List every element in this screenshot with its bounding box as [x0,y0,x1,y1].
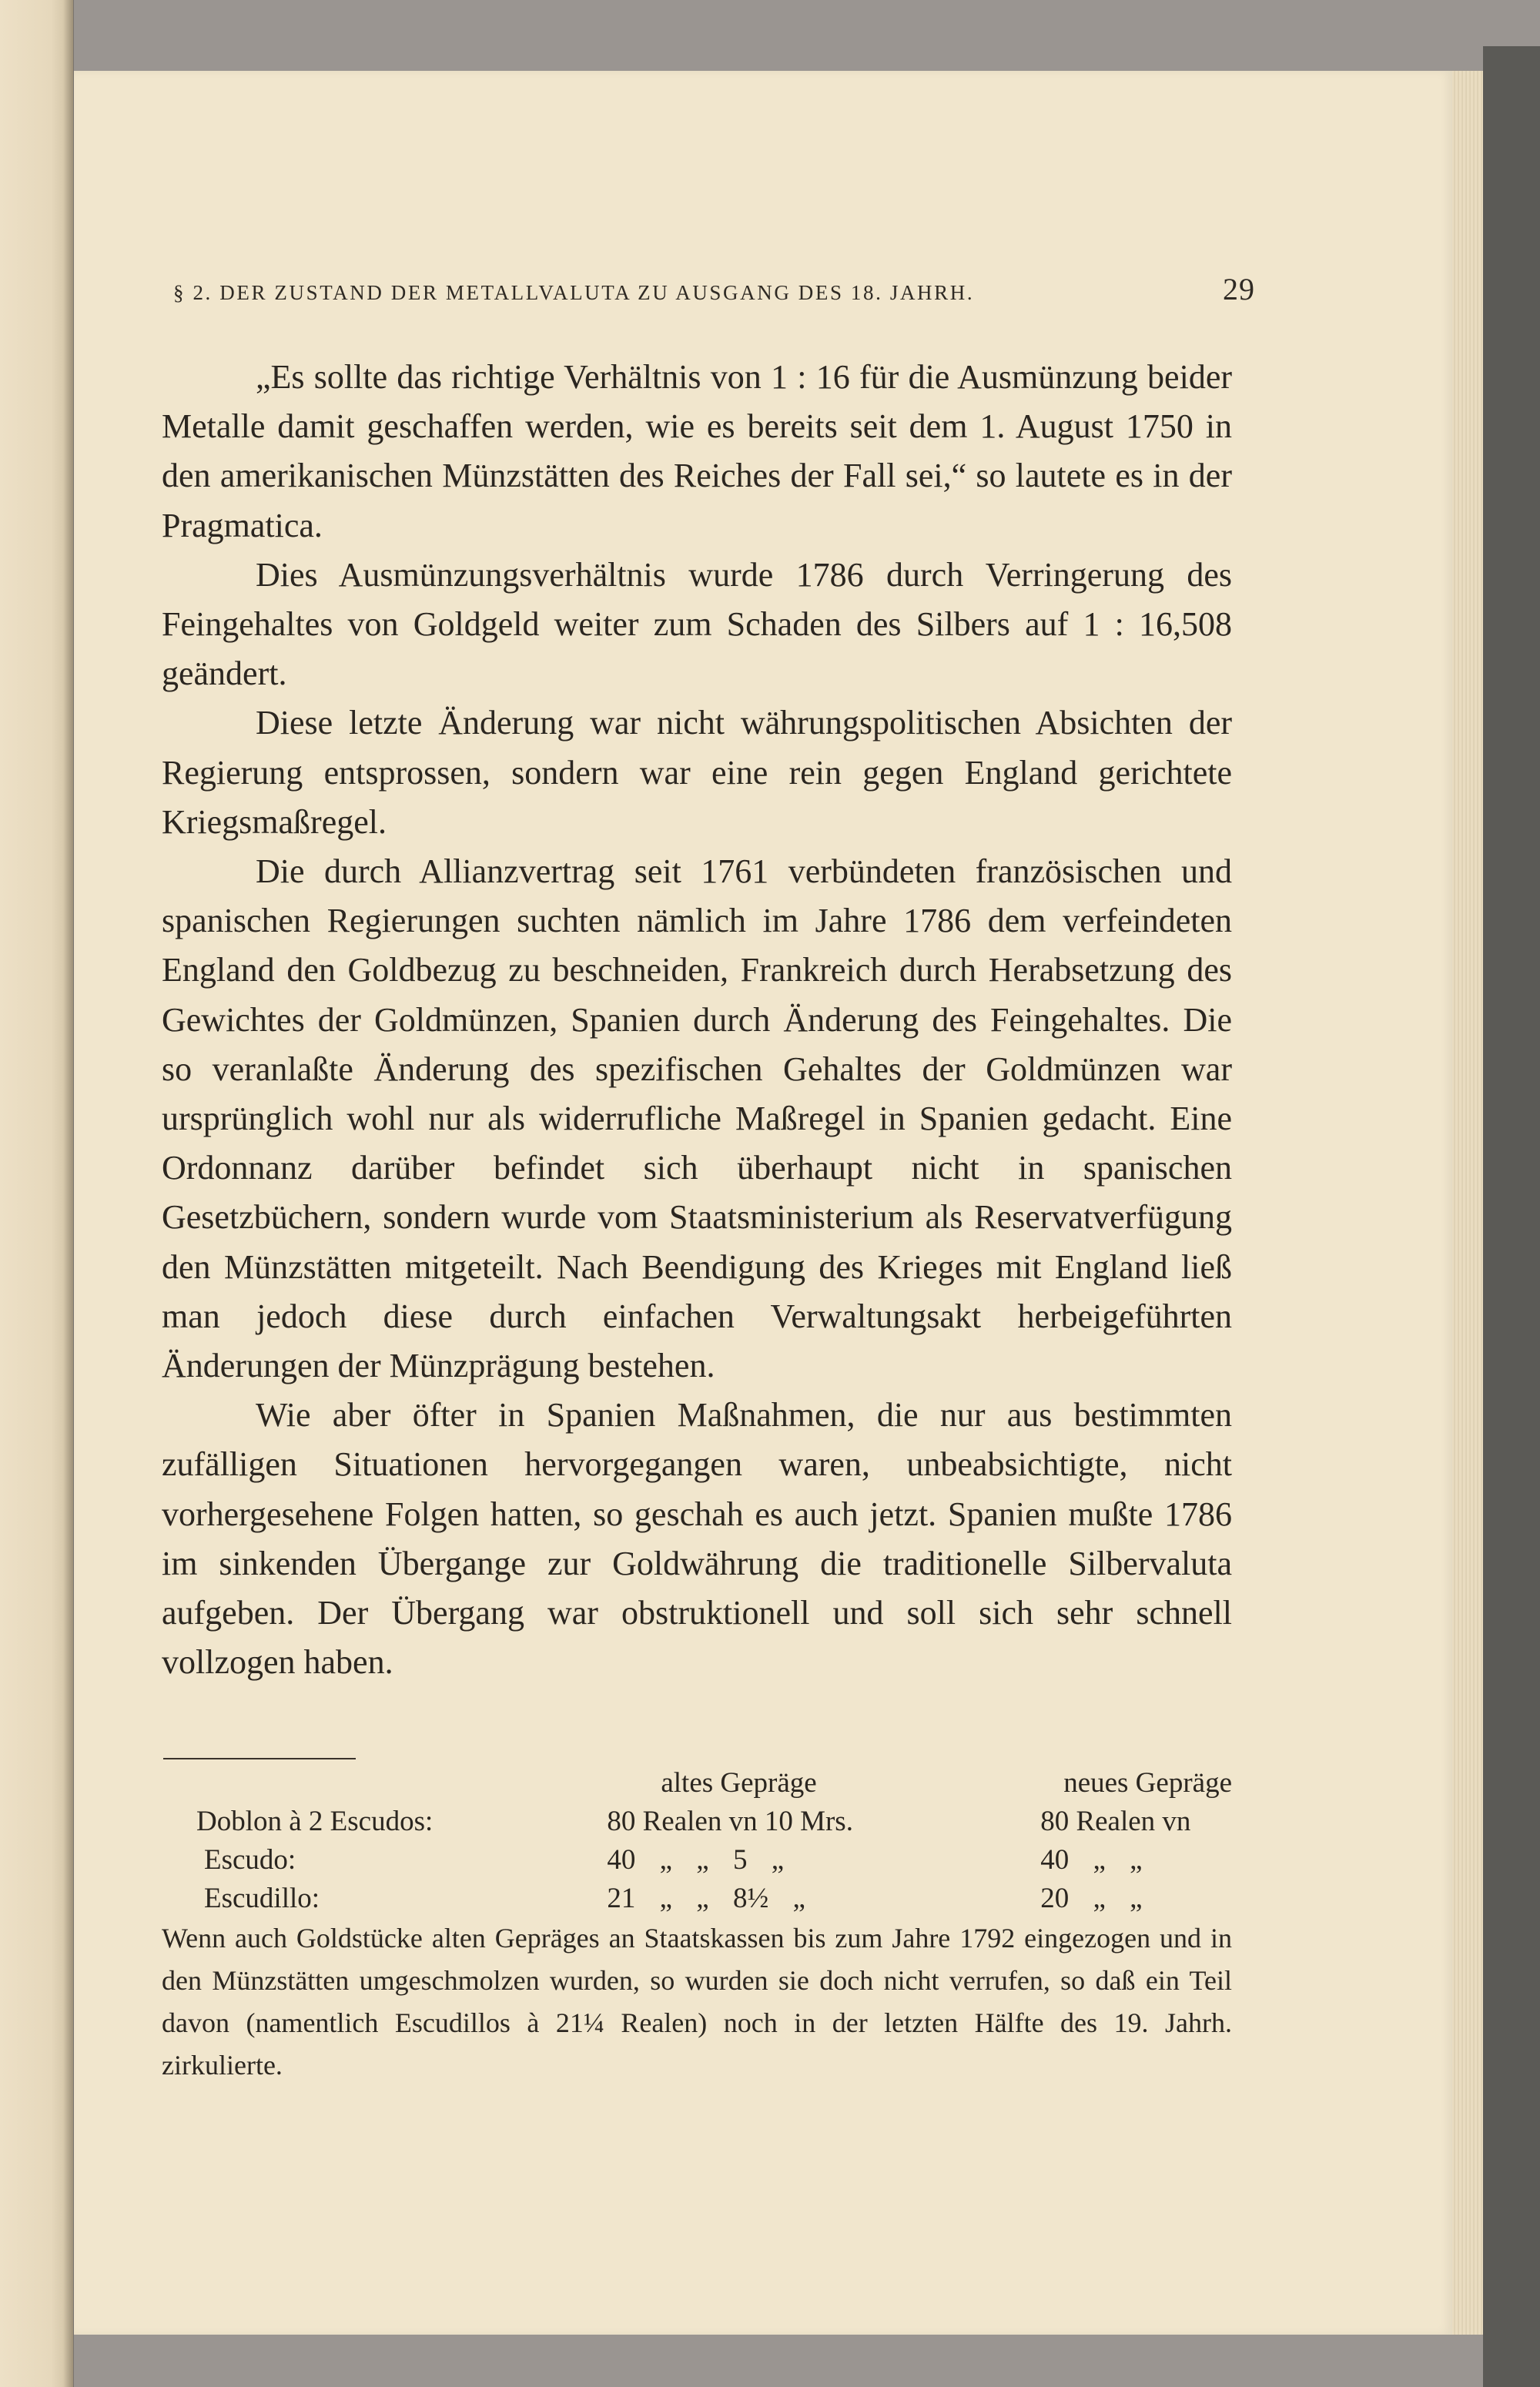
new-value: 20 „ „ [1040,1882,1143,1914]
table-header-row [162,1763,1232,1802]
paragraph: Dies Ausmünzungsverhältnis wurde 1786 durch Verringerung des Feingehaltes von Goldgeld weiter zum Schaden des Silbers auf 1 : 16,508 geändert. [162,555,1232,693]
column-header-new: neues Gepräge [1063,1766,1232,1799]
old-value: 40 „ „ 5 „ [607,1843,785,1876]
footnote [162,1917,1232,2087]
paragraph: Wie aber öfter in Spanien Maßnahmen, die nur aus bestimmten zufälligen Situationen hervorgegangen waren, unbeabsichtigte, nicht vorhergesehene Folgen hatten, so geschah es auch jetzt. Spanien mußte 1786 im sinkenden Übergange zur Goldwährung die traditionelle Silbervaluta aufgeben. Der Übergang war obstruktionell und soll sich sehr schnell vollzogen haben. [162,1396,1232,1682]
coin-comparison-table [162,1763,1232,1917]
page-number: 29 [1223,272,1255,306]
paragraph: Die durch Allianzvertrag seit 1761 verbündeten französischen und spanischen Regierungen suchten nämlich im Jahre 1786 dem verfeindeten England den Goldbezug zu beschneiden, Frankreich durch Herabsetzung des Gewichtes der Goldmünzen, Spanien durch Änderung des Feingehaltes. Die so veranlaßte Änderung des spezifischen Gehaltes der Goldmünzen war ursprünglich wohl nur als widerrufliche Maßregel in Spanien gedacht. Eine Ordonnanz darüber befindet sich überhaupt nicht in spanischen Gesetzbüchern, sondern wurde vom Staatsministerium als Reservatverfügung den Münzstätten mitgeteilt. Nach Beendigung des Krieges mit England ließ man jedoch diese durch einfachen Verwaltungsakt herbeigeführten Änderungen der Münzprägung bestehen. [162,852,1232,1385]
paragraph: „Es sollte das richtige Verhältnis von 1 : 16 für die Ausmünzung beider Metalle damit geschaffen werden, wie es bereits seit dem 1. August 1750 in den amerikanischen Münzstätten des Reiches der Fall sei,“ so lautete es in der Pragmatica. [162,358,1232,544]
page-stack-edge [1452,71,1483,2335]
book-gutter-shadow [63,0,74,2387]
table-row [162,1879,1232,1917]
running-header [173,271,1255,307]
column-header-old: altes Gepräge [661,1766,817,1799]
footnote-text: Wenn auch Goldstücke alten Gepräges an Staatskassen bis zum Jahre 1792 eingezogen und in den Münzstätten umgeschmolzen wurden, so wurden sie doch nicht verrufen, so daß ein Teil davon (namentlich Escudillos à 21¼ Realen) noch in der letzten Hälfte des 19. Jahrh. zirkulierte. [162,1923,1232,2081]
coin-name: Doblon à 2 Escudos: [196,1805,434,1837]
old-value: 21 „ „ 8½ „ [607,1882,805,1914]
new-value: 80 Realen vn [1040,1805,1191,1837]
paragraph: Diese letzte Änderung war nicht währungspolitischen Absichten der Regierung entsprossen, sondern war eine rein gegen England gerichtete Kriegsmaßregel. [162,704,1232,841]
new-value: 40 „ „ [1040,1843,1143,1876]
coin-name: Escudo: [204,1843,296,1876]
running-header-title: § 2. DER ZUSTAND DER METALLVALUTA ZU AUSGANG DES 18. JAHRH. [173,281,975,304]
old-value: 80 Realen vn 10 Mrs. [607,1805,853,1837]
coin-name: Escudillo: [204,1882,320,1914]
table-row [162,1840,1232,1879]
book-cover-edge [1483,46,1540,2387]
main-text [162,353,1232,1687]
left-page-edge [0,0,73,2387]
table-row [162,1802,1232,1840]
footnote-divider [163,1758,356,1759]
